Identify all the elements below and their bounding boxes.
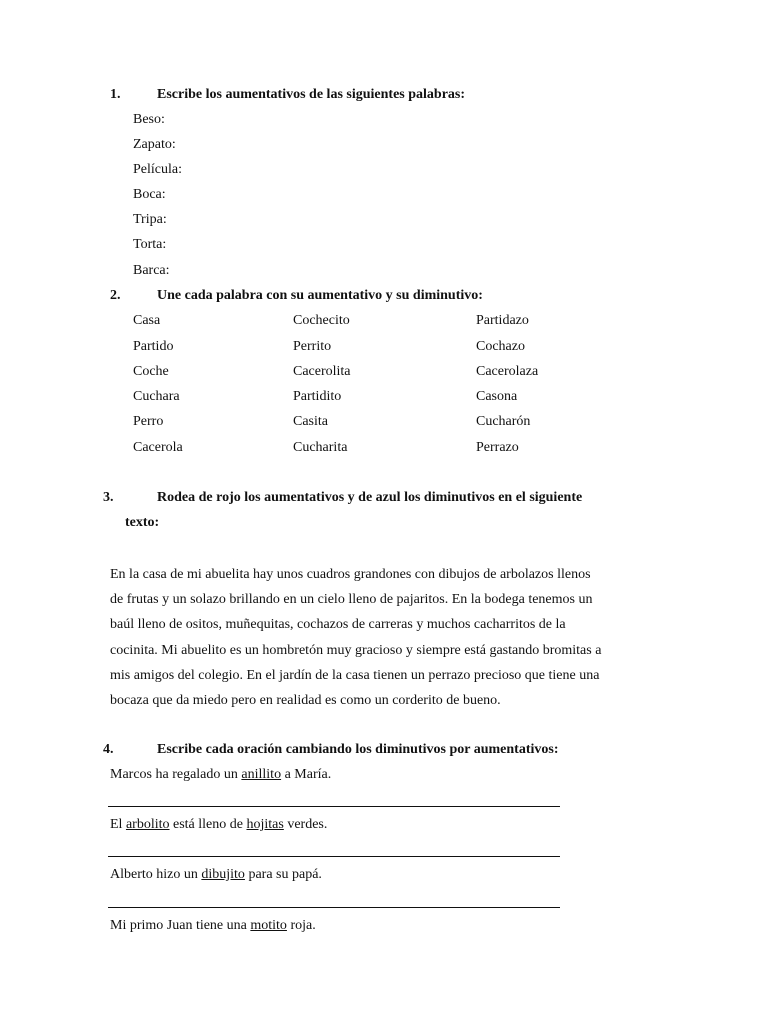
ex2-diminutive: Partidito — [293, 389, 342, 404]
sentence-text: verdes. — [283, 817, 328, 832]
ex1-heading: Escribe los aumentativos de las siguientes palabras: — [157, 87, 466, 102]
underlined-word: arbolito — [125, 817, 170, 832]
ex2-augmentative: Cacerolaza — [476, 364, 539, 379]
paragraph-line: baúl lleno de ositos, muñequitas, cochazos de carreras y muchos cacharritos de la — [110, 617, 566, 633]
ex1-number: 1. — [110, 87, 121, 102]
ex1-word: Boca: — [133, 187, 166, 202]
ex2-word: Perro — [133, 414, 164, 429]
ex2-diminutive: Cochecito — [293, 313, 350, 328]
ex2-word: Coche — [133, 364, 169, 379]
ex3-heading-line1: Rodea de rojo los aumentativos y de azul los diminutivos en el siguiente — [157, 490, 583, 505]
ex1-word: Película: — [133, 162, 182, 177]
ex2-heading: Une cada palabra con su aumentativo y su diminutivo: — [157, 288, 483, 303]
answer-line[interactable] — [108, 907, 560, 908]
ex2-augmentative: Partidazo — [476, 313, 529, 328]
underlined-word: hojitas — [246, 817, 284, 832]
ex2-diminutive: Casita — [293, 414, 328, 429]
paragraph-line: de frutas y un solazo brillando en un cielo lleno de pajaritos. En la bodega tenemos un — [110, 592, 593, 608]
ex1-word: Tripa: — [133, 212, 167, 227]
ex2-augmentative: Cochazo — [476, 339, 525, 354]
paragraph-line: cocinita. Mi abuelito es un hombretón muy gracioso y siempre está gastando bromitas a — [110, 642, 602, 658]
ex4-sentence-3 — [110, 867, 322, 883]
ex4-sentence-2 — [110, 817, 327, 833]
ex1-word: Zapato: — [133, 137, 176, 152]
ex2-augmentative: Casona — [476, 389, 518, 404]
ex3-paragraph — [110, 562, 670, 713]
ex4-sentence-1 — [110, 767, 331, 783]
ex2-diminutive: Perrito — [293, 339, 332, 354]
underlined-word: dibujito — [201, 867, 245, 882]
ex3-heading-line2: texto: — [125, 515, 160, 530]
ex2-diminutive: Cacerolita — [293, 364, 351, 379]
sentence-text: Marcos ha regalado un — [110, 767, 242, 782]
ex3-number: 3. — [103, 490, 114, 505]
sentence-text: a María. — [281, 767, 332, 782]
answer-line[interactable] — [108, 806, 560, 807]
ex2-augmentative: Perrazo — [476, 440, 519, 455]
sentence-text: El — [110, 817, 126, 832]
ex1-word: Beso: — [133, 112, 165, 127]
ex2-word: Casa — [133, 313, 161, 328]
underlined-word: motito — [250, 918, 287, 933]
ex2-augmentative: Cucharón — [476, 414, 531, 429]
ex4-sentence-4 — [110, 918, 316, 934]
answer-line[interactable] — [108, 856, 560, 857]
sentence-text: roja. — [286, 918, 316, 933]
paragraph-line: En la casa de mi abuelita hay unos cuadros grandones con dibujos de arbolazos llenos — [110, 567, 591, 582]
sentence-text: Alberto hizo un — [110, 867, 202, 882]
ex2-number: 2. — [110, 288, 121, 303]
sentence-text: está lleno de — [169, 817, 247, 832]
ex2-diminutive: Cucharita — [293, 440, 348, 455]
sentence-text: Mi primo Juan tiene una — [110, 918, 251, 933]
paragraph-line: mis amigos del colegio. En el jardín de la casa tienen un perrazo precioso que tiene una — [110, 667, 600, 683]
ex2-word: Cacerola — [133, 440, 183, 455]
paragraph-line: bocaza que da miedo pero en realidad es como un corderito de bueno. — [110, 693, 501, 709]
ex1-word: Torta: — [133, 237, 167, 252]
ex2-word: Cuchara — [133, 389, 180, 404]
ex2-word: Partido — [133, 339, 174, 354]
ex4-heading: Escribe cada oración cambiando los diminutivos por aumentativos: — [157, 742, 559, 757]
underlined-word: anillito — [241, 767, 282, 782]
ex1-word: Barca: — [133, 263, 170, 278]
ex4-number: 4. — [103, 742, 114, 757]
sentence-text: para su papá. — [244, 867, 322, 882]
